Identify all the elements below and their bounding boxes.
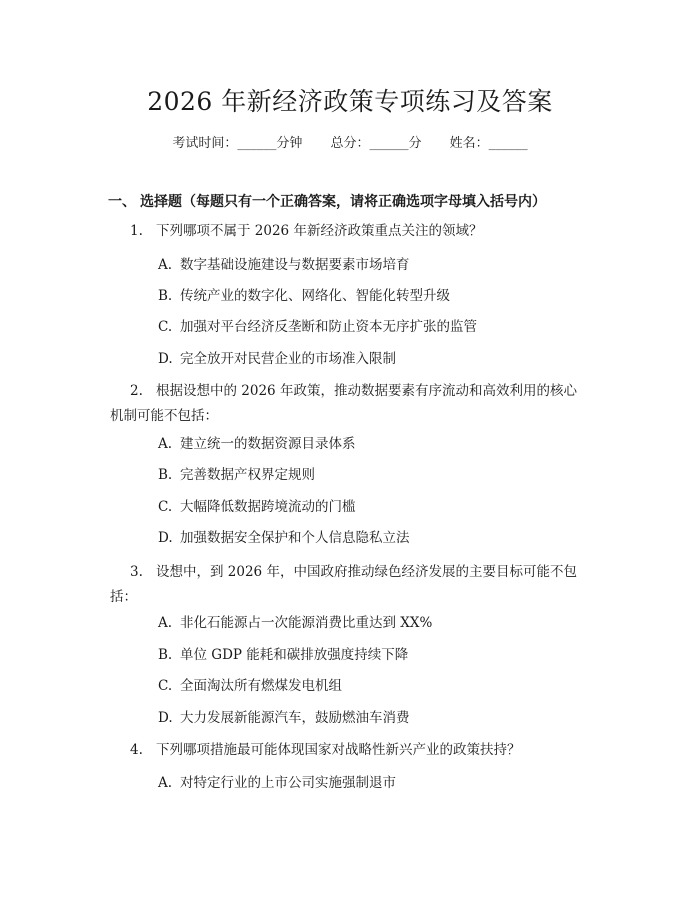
question-text: 下列哪项不属于 2026 年新经济政策重点关注的领域？ <box>156 223 483 239</box>
question-2 <box>110 379 590 429</box>
question-text: 设想中，到 2026 年，中国政府推动绿色经济发展的主要目标可能不包括： <box>110 564 577 605</box>
option-1c <box>158 316 588 338</box>
option-text: 完善数据产权界定规则 <box>180 467 315 483</box>
question-text: 下列哪项措施最可能体现国家对战略性新兴产业的政策扶持？ <box>156 742 521 758</box>
option-2a <box>158 433 588 455</box>
option-letter: B. <box>158 647 173 663</box>
option-3c <box>158 675 588 697</box>
option-2b <box>158 464 588 486</box>
option-letter: C. <box>158 319 173 335</box>
option-2d <box>158 527 588 549</box>
option-text: 全面淘汰所有燃煤发电机组 <box>180 678 342 694</box>
section-label: 选择题（每题只有一个正确答案，请将正确选项字母填入括号内） <box>140 194 546 210</box>
question-3 <box>110 560 590 610</box>
option-letter: B. <box>158 288 173 304</box>
option-text: 大幅降低数据跨境流动的门槛 <box>180 499 356 515</box>
option-3d <box>158 707 588 729</box>
option-1b <box>158 285 588 307</box>
option-letter: C. <box>158 499 173 515</box>
option-text: 建立统一的数据资源目录体系 <box>180 436 356 452</box>
option-2c <box>158 496 588 518</box>
option-3a <box>158 612 588 634</box>
option-text: 加强数据安全保护和个人信息隐私立法 <box>180 530 410 546</box>
question-number: 4. <box>130 742 143 758</box>
option-3b <box>158 644 588 666</box>
exam-score: 总分：______分 <box>330 136 422 151</box>
option-1d <box>158 348 588 370</box>
option-text: 对特定行业的上市公司实施强制退市 <box>180 775 396 791</box>
option-letter: A. <box>158 257 173 273</box>
option-letter: C. <box>158 678 173 694</box>
option-4a <box>158 772 588 794</box>
section-number: 一、 <box>108 194 136 210</box>
option-text: 加强对平台经济反垄断和防止资本无序扩张的监管 <box>180 319 477 335</box>
option-text: 数字基础设施建设与数据要素市场培育 <box>180 257 410 273</box>
option-text: 非化石能源占一次能源消费比重达到 XX% <box>180 615 433 631</box>
option-text: 传统产业的数字化、网络化、智能化转型升级 <box>180 288 450 304</box>
option-letter: D. <box>158 710 173 726</box>
question-number: 3. <box>130 564 143 580</box>
option-letter: A. <box>158 436 173 452</box>
question-number: 1. <box>130 223 143 239</box>
option-letter: A. <box>158 775 173 791</box>
exam-meta <box>0 132 700 151</box>
exam-name: 姓名：______ <box>449 136 528 151</box>
section-heading <box>108 191 546 211</box>
question-text: 根据设想中的 2026 年政策，推动数据要素有序流动和高效利用的核心机制可能不包括： <box>110 383 577 424</box>
exam-time: 考试时间：______分钟 <box>172 136 303 151</box>
option-1a <box>158 254 588 276</box>
option-letter: D. <box>158 530 173 546</box>
question-4 <box>110 738 590 763</box>
option-letter: B. <box>158 467 173 483</box>
question-number: 2. <box>130 383 143 399</box>
page-title: 2026 年新经济政策专项练习及答案 <box>147 87 553 116</box>
option-text: 完全放开对民营企业的市场准入限制 <box>180 351 396 367</box>
question-1 <box>110 219 590 244</box>
option-text: 大力发展新能源汽车，鼓励燃油车消费 <box>180 710 410 726</box>
option-letter: A. <box>158 615 173 631</box>
option-letter: D. <box>158 351 173 367</box>
option-text: 单位 GDP 能耗和碳排放强度持续下降 <box>180 647 409 663</box>
